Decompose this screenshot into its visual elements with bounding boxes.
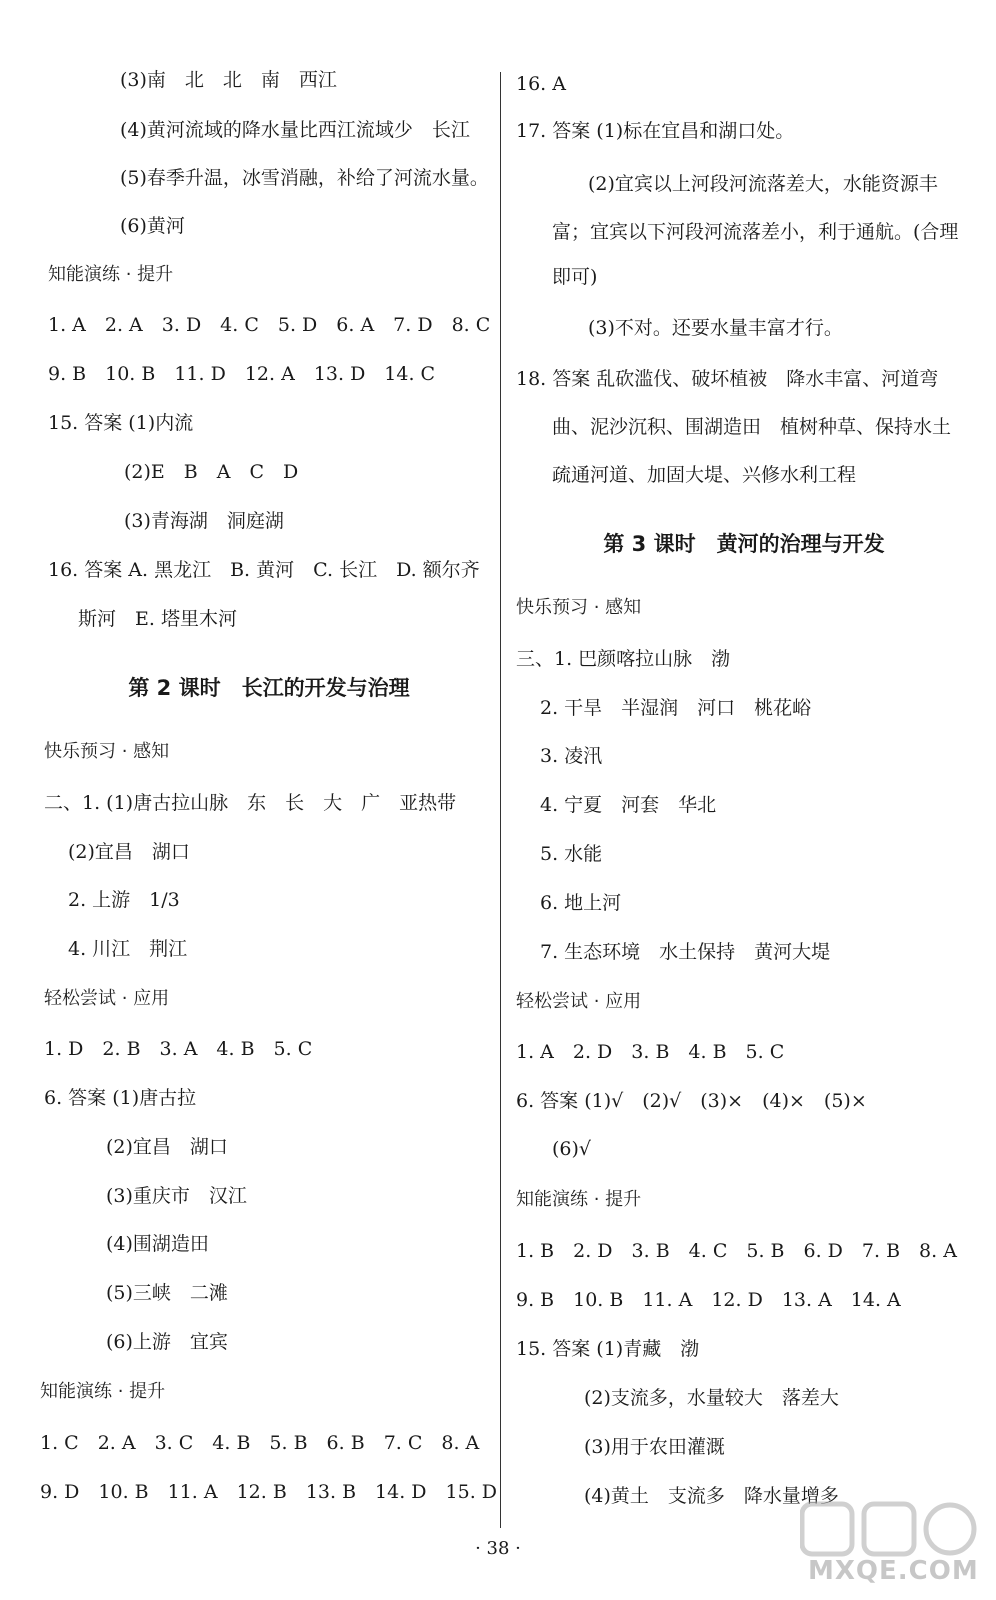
- answer-line: 9. D 10. B 11. A 12. B 13. B 14. D 15. D: [40, 1481, 498, 1503]
- answer-line: (6)黄河: [120, 215, 185, 237]
- answer-line: 9. B 10. B 11. A 12. D 13. A 14. A: [516, 1289, 901, 1311]
- answer-line: 1. A 2. D 3. B 4. B 5. C: [516, 1041, 785, 1063]
- page-number: · 38 ·: [475, 1538, 521, 1559]
- answer-line: 9. B 10. B 11. D 12. A 13. D 14. C: [48, 363, 436, 385]
- answer-line: (3)用于农田灌溉: [584, 1436, 725, 1458]
- answer-line: (3)重庆市 汉江: [106, 1185, 247, 1207]
- lesson-title: 第 3 课时 黄河的治理与开发: [603, 532, 885, 556]
- answer-line: 3. 凌汛: [540, 745, 603, 767]
- answer-line: 7. 生态环境 水土保持 黄河大堤: [540, 941, 831, 963]
- answer-line: 富；宜宾以下河段河流落差小，利于通航。(合理: [552, 221, 959, 243]
- answer-line: 6. 答案 (1)√ (2)√ (3)× (4)× (5)×: [516, 1090, 867, 1112]
- lesson-title: 第 2 课时 长江的开发与治理: [128, 676, 410, 700]
- answer-line: 15. 答案 (1)内流: [48, 412, 194, 434]
- watermark-text: MXQE.COM: [808, 1556, 979, 1586]
- answer-line: 17. 答案 (1)标在宜昌和湖口处。: [516, 120, 795, 142]
- section-heading: 快乐预习 · 感知: [44, 741, 170, 762]
- answer-line: 2. 干旱 半湿润 河口 桃花峪: [540, 697, 812, 719]
- answer-line: 曲、泥沙沉积、围湖造田 植树种草、保持水土: [552, 416, 952, 438]
- answer-line: (2)E B A C D: [124, 461, 299, 483]
- watermark-icon: [800, 1500, 980, 1560]
- answer-line: 4. 川江 荆江: [68, 938, 188, 960]
- section-heading: 知能演练 · 提升: [516, 1189, 642, 1210]
- answer-line: (6)√: [552, 1138, 592, 1160]
- answer-line: (4)黄土 支流多 降水量增多: [584, 1485, 839, 1507]
- answer-line: 1. C 2. A 3. C 4. B 5. B 6. B 7. C 8. A: [40, 1432, 480, 1454]
- answer-line: (3)南 北 北 南 西江: [120, 69, 337, 91]
- answer-line: 2. 上游 1/3: [68, 889, 180, 911]
- answer-line: (4)围湖造田: [106, 1233, 209, 1255]
- answer-line: (2)宜宾以上河段河流落差大，水能资源丰: [588, 173, 938, 195]
- answer-line: 18. 答案 乱砍滥伐、破坏植被 降水丰富、河道弯: [516, 368, 939, 390]
- section-heading: 轻松尝试 · 应用: [516, 991, 642, 1012]
- answer-line: 三、1. 巴颜喀拉山脉 渤: [516, 648, 731, 670]
- answer-line: 疏通河道、加固大堤、兴修水利工程: [552, 464, 857, 486]
- answer-line: 15. 答案 (1)青藏 渤: [516, 1338, 700, 1360]
- answer-line: (2)支流多，水量较大 落差大: [584, 1387, 839, 1409]
- answer-line: (2)宜昌 湖口: [106, 1136, 228, 1158]
- section-heading: 快乐预习 · 感知: [516, 597, 642, 618]
- section-heading: 轻松尝试 · 应用: [44, 988, 170, 1009]
- answer-line: (5)春季升温，冰雪消融，补给了河流水量。: [120, 167, 489, 189]
- answer-line: 1. D 2. B 3. A 4. B 5. C: [44, 1038, 313, 1060]
- answer-line: (4)黄河流域的降水量比西江流域少 长江: [120, 119, 470, 141]
- answer-line: 6. 地上河: [540, 892, 622, 914]
- answer-line: 二、1. (1)唐古拉山脉 东 长 大 广 亚热带: [44, 792, 457, 814]
- answer-line: 斯河 E. 塔里木河: [78, 608, 237, 630]
- answer-line: 5. 水能: [540, 843, 603, 865]
- answer-line: (2)宜昌 湖口: [68, 841, 190, 863]
- answer-line: (3)不对。还要水量丰富才行。: [588, 317, 843, 339]
- column-divider: [500, 72, 501, 1528]
- answer-line: 6. 答案 (1)唐古拉: [44, 1087, 197, 1109]
- answer-line: (5)三峡 二滩: [106, 1282, 228, 1304]
- answer-line: 1. B 2. D 3. B 4. C 5. B 6. D 7. B 8. A: [516, 1240, 957, 1262]
- answer-line: (6)上游 宜宾: [106, 1331, 228, 1353]
- answer-line: 16. A: [516, 73, 566, 95]
- answer-line: 即可): [552, 266, 598, 288]
- answer-line: 1. A 2. A 3. D 4. C 5. D 6. A 7. D 8. C: [48, 314, 491, 336]
- watermark-logo: [800, 1500, 980, 1590]
- section-heading: 知能演练 · 提升: [40, 1381, 166, 1402]
- answer-line: 16. 答案 A. 黑龙江 B. 黄河 C. 长江 D. 额尔齐: [48, 559, 480, 581]
- answer-line: (3)青海湖 洞庭湖: [124, 510, 284, 532]
- section-heading: 知能演练 · 提升: [48, 264, 174, 285]
- answer-line: 4. 宁夏 河套 华北: [540, 794, 717, 816]
